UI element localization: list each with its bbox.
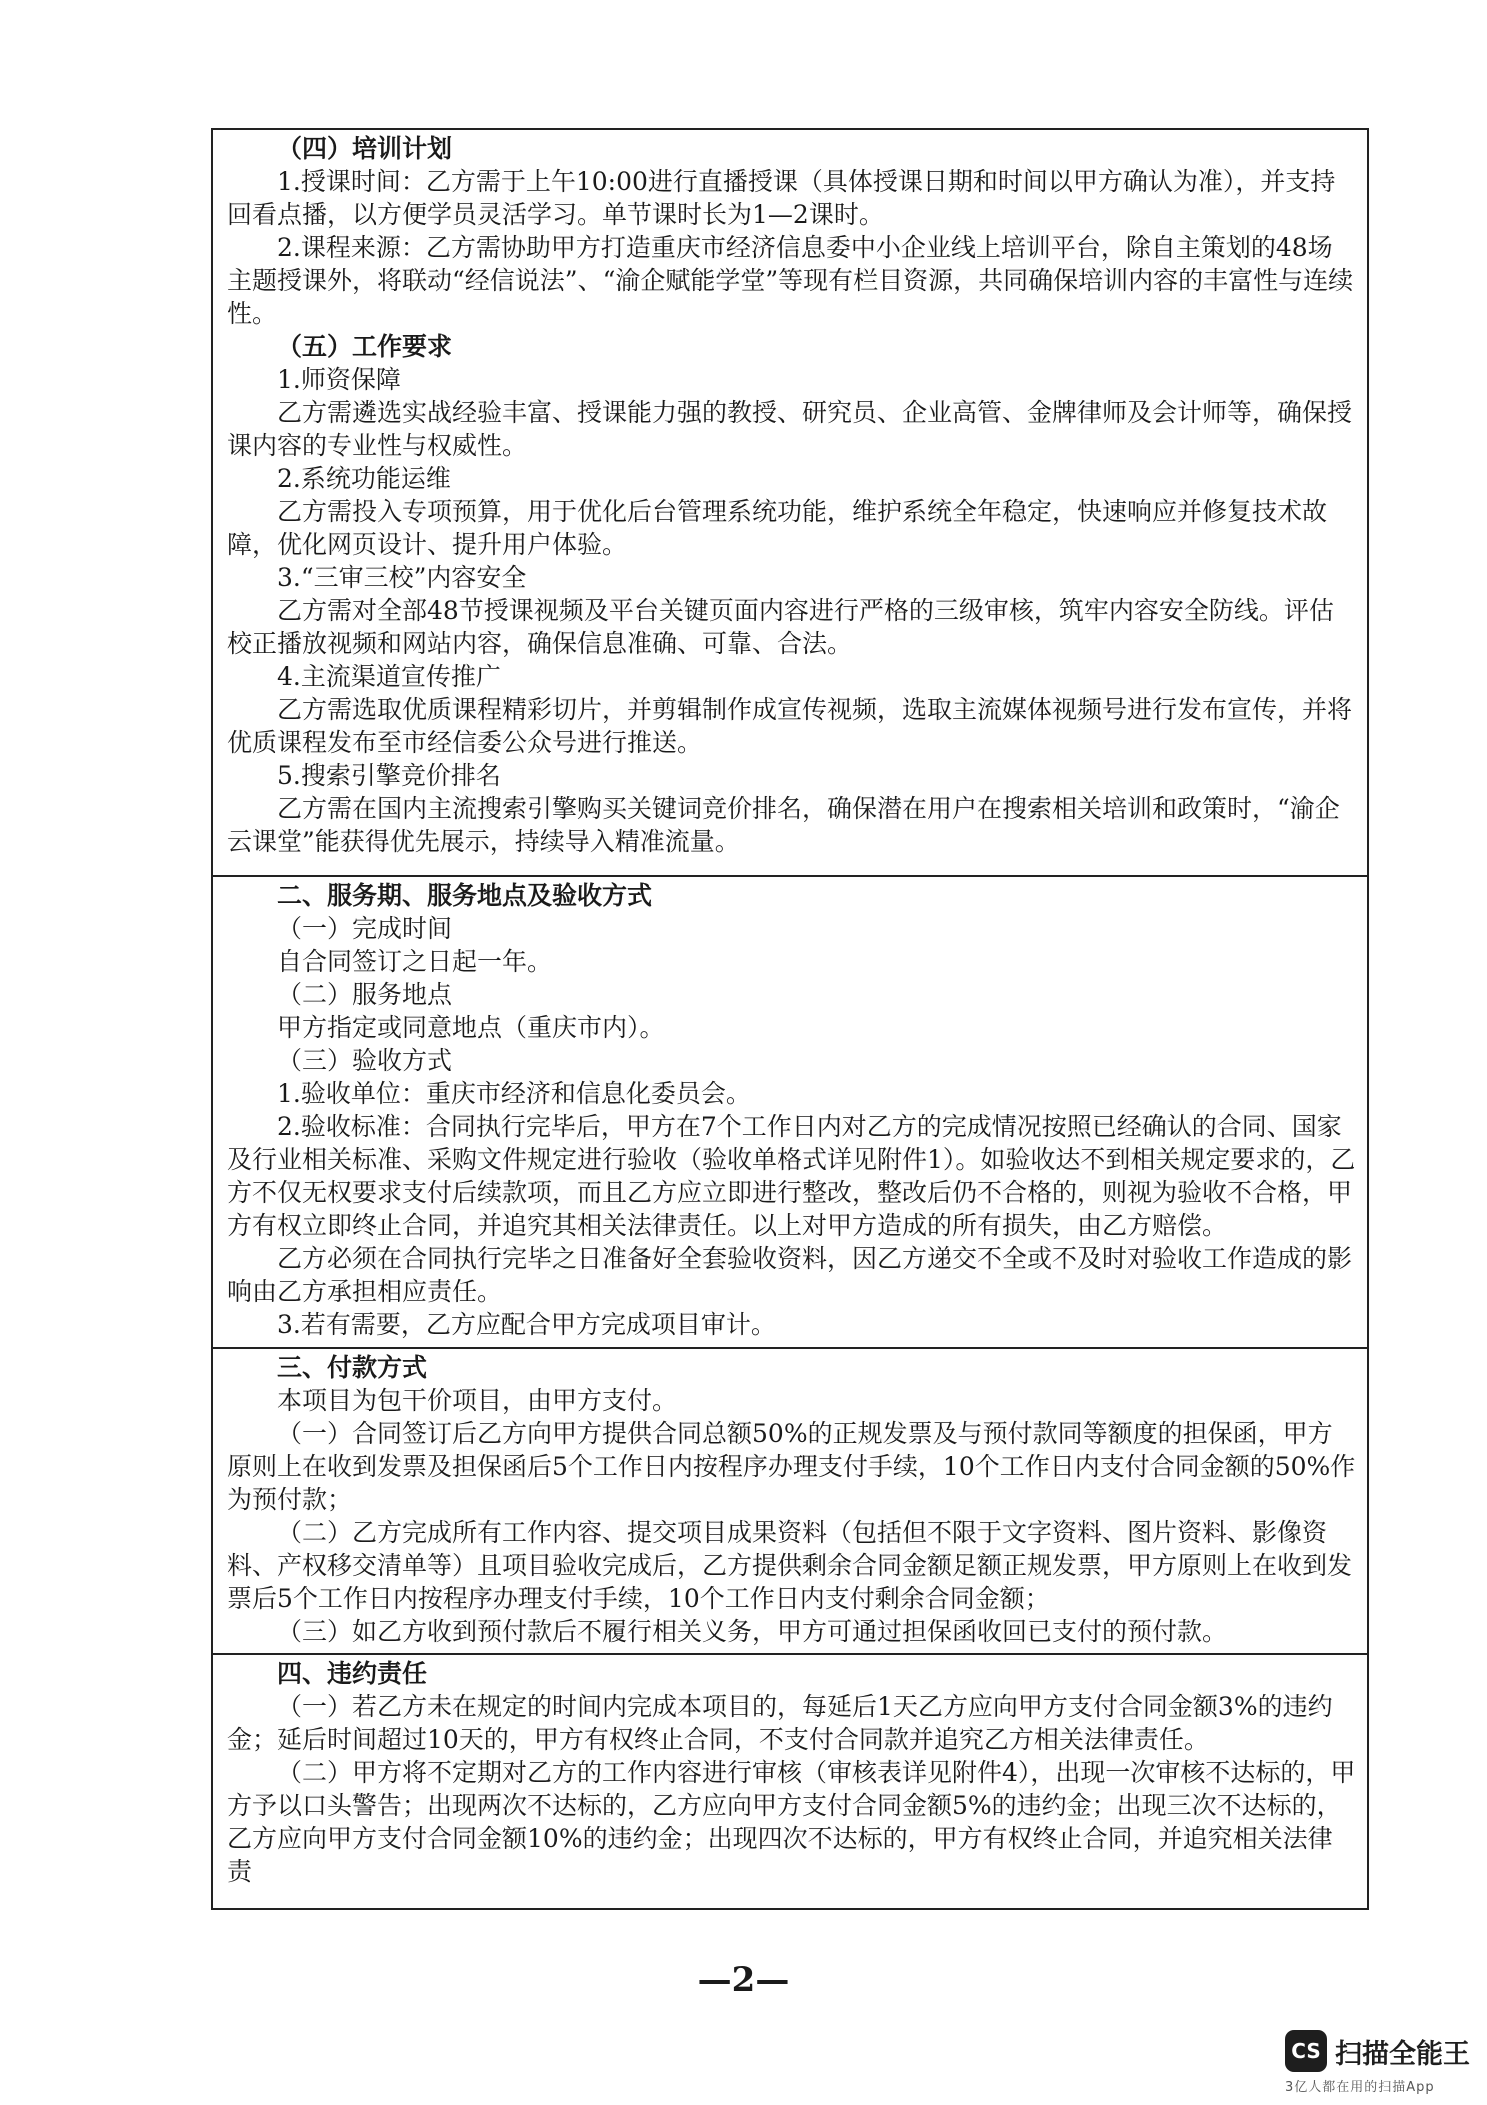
section1-line: 乙方需选取优质课程精彩切片，并剪辑制作成宣传视频，选取主流媒体视频号进行发布宣传，并将优质课程发布至市经信委公众号进行推送。 xyxy=(227,695,1353,757)
section2-line: 1.验收单位：重庆市经济和信息化委员会。 xyxy=(277,1079,751,1108)
section3-line: （三）如乙方收到预付款后不履行相关义务，甲方可通过担保函收回已支付的预付款。 xyxy=(277,1617,1228,1646)
section1-line: 乙方需投入专项预算，用于优化后台管理系统功能，维护系统全年稳定，快速响应并修复技术故障，优化网页设计、提升用户体验。 xyxy=(227,497,1328,559)
section1-line: 2.课程来源：乙方需协助甲方打造重庆市经济信息委中小企业线上培训平台，除自主策划的48场主题授课外，将联动“经信说法”、“渝企赋能学堂”等现有栏目资源，共同确保培训内容的丰富性与连续性。 xyxy=(227,233,1354,328)
section4-line: （二）甲方将不定期对乙方的工作内容进行审核（审核表详见附件4），出现一次审核不达标的，甲方予以口头警告；出现两次不达标的，乙方应向甲方支付合同金额5%的违约金；出现三次不达标的，乙方应向甲方支付合同金额10%的违约金；出现四次不达标的，甲方有权终止合同，并追究相关法律责 xyxy=(227,1758,1356,1886)
section1-line: 乙方需对全部48节授课视频及平台关键页面内容进行严格的三级审核，筑牢内容安全防线。评估校正播放视频和网站内容，确保信息准确、可靠、合法。 xyxy=(227,596,1334,658)
section3-line: 三、付款方式 xyxy=(277,1353,428,1382)
document-table xyxy=(211,128,1369,1910)
section1-line: 2.系统功能运维 xyxy=(277,464,451,493)
section1-line: （五）工作要求 xyxy=(277,332,453,361)
section2-line: 3.若有需要，乙方应配合甲方完成项目审计。 xyxy=(277,1310,776,1339)
section1-line: 乙方需遴选实战经验丰富、授课能力强的教授、研究员、企业高管、金牌律师及会计师等，确保授课内容的专业性与权威性。 xyxy=(227,398,1353,460)
section4-line: 四、违约责任 xyxy=(277,1659,428,1688)
section3-line: （二）乙方完成所有工作内容、提交项目成果资料（包括但不限于文字资料、图片资料、影像资料、产权移交清单等）且项目验收完成后，乙方提供剩余合同金额足额正规发票，甲方原则上在收到发票后5个工作日内按程序办理支付手续，10个工作日内支付剩余合同金额； xyxy=(227,1518,1353,1613)
section1-line: （四）培训计划 xyxy=(277,134,453,163)
page-number: —2— xyxy=(697,1960,790,2000)
section4-line: （一）若乙方未在规定的时间内完成本项目的，每延后1天乙方应向甲方支付合同金额3%的违约金；延后时间超过10天的，甲方有权终止合同，不支付合同款并追究乙方相关法律责任。 xyxy=(227,1692,1333,1754)
watermark-app-name: 扫描全能王 xyxy=(1335,2039,1470,2070)
section3-line: （一）合同签订后乙方向甲方提供合同总额50%的正规发票及与预付款同等额度的担保函，甲方原则上在收到发票及担保函后5个工作日内按程序办理支付手续，10个工作日内支付合同金额的50%作为预付款； xyxy=(227,1419,1356,1514)
scanner-watermark xyxy=(1285,2030,1475,2094)
section1-line: 1.授课时间：乙方需于上午10:00进行直播授课（具体授课日期和时间以甲方确认为准），并支持回看点播，以方便学员灵活学习。单节课时长为1—2课时。 xyxy=(227,167,1336,229)
section-service-period xyxy=(213,875,1367,1347)
section1-line: 5.搜索引擎竞价排名 xyxy=(277,761,501,790)
section-payment xyxy=(213,1347,1367,1653)
section1-line: 4.主流渠道宣传推广 xyxy=(277,662,501,691)
section2-line: （一）完成时间 xyxy=(277,914,453,943)
section2-line: 甲方指定或同意地点（重庆市内）。 xyxy=(277,1013,665,1042)
section2-line: 2.验收标准：合同执行完毕后，甲方在7个工作日内对乙方的完成情况按照已经确认的合同、国家及行业相关标准、采购文件规定进行验收（验收单格式详见附件1）。如验收达不到相关规定要求的，乙方不仅无权要求支付后续款项，而且乙方应立即进行整改，整改后仍不合格的，则视为验收不合格，甲方有权立即终止合同，并追究其相关法律责任。以上对甲方造成的所有损失，由乙方赔偿。 xyxy=(227,1112,1356,1240)
section1-line: 乙方需在国内主流搜索引擎购买关键词竞价排名，确保潜在用户在搜索相关培训和政策时，“渝企云课堂”能获得优先展示，持续导入精准流量。 xyxy=(227,794,1340,856)
section2-line: （三）验收方式 xyxy=(277,1046,453,1075)
section3-line: 本项目为包干价项目，由甲方支付。 xyxy=(277,1386,678,1415)
section2-line: 自合同签订之日起一年。 xyxy=(277,947,553,976)
section2-line: 二、服务期、服务地点及验收方式 xyxy=(277,881,653,910)
section1-line: 1.师资保障 xyxy=(277,365,401,394)
section1-line: 3.“三审三校”内容安全 xyxy=(277,563,527,592)
camscanner-logo-icon: CS xyxy=(1285,2030,1327,2072)
watermark-slogan: 3亿人都在用的扫描App xyxy=(1285,2080,1435,2095)
section2-line: （二）服务地点 xyxy=(277,980,453,1009)
section-liability xyxy=(213,1653,1367,1908)
section2-line: 乙方必须在合同执行完毕之日准备好全套验收资料，因乙方递交不全或不及时对验收工作造成的影响由乙方承担相应责任。 xyxy=(227,1244,1353,1306)
section-training-plan xyxy=(213,130,1367,875)
